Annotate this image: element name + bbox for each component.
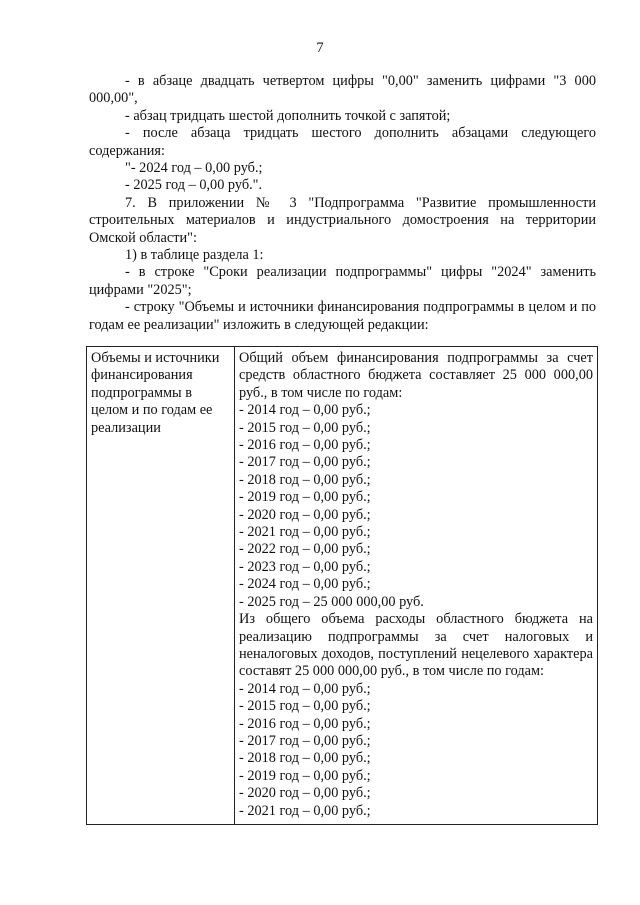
paragraph-5: - 2025 год – 0,00 руб.". bbox=[125, 177, 263, 194]
paragraph-1: - в абзаце двадцать четвертом цифры "0,00" заменить цифрами "3 000 000,00", bbox=[89, 73, 596, 107]
year-line: - 2015 год – 0,00 руб.; bbox=[239, 419, 371, 436]
paragraph-2: - абзац тридцать шестой дополнить точкой с запятой; bbox=[125, 107, 451, 124]
year-line: - 2022 год – 0,00 руб.; bbox=[239, 541, 371, 558]
paragraph-6: 7. В приложении № 3 "Подпрограмма "Развитие промышленности строительных материалов и индустриального домостроения на территории Омской области": bbox=[89, 194, 596, 246]
years-tax-list bbox=[239, 681, 593, 820]
year-line: - 2024 год – 0,00 руб.; bbox=[239, 576, 371, 593]
year-line: - 2020 год – 0,00 руб.; bbox=[239, 785, 371, 802]
body-text bbox=[89, 73, 596, 334]
table-row bbox=[87, 347, 598, 825]
year-line: - 2021 год – 0,00 руб.; bbox=[239, 802, 371, 819]
paragraph-9: - строку "Объемы и источники финансирования подпрограммы в целом и по годам ее реализации" изложить в следующей редакции: bbox=[89, 299, 596, 333]
paragraph-3: - после абзаца тридцать шестого дополнить абзацами следующего содержания: bbox=[89, 125, 596, 159]
year-line: - 2016 год – 0,00 руб.; bbox=[239, 715, 371, 732]
year-line: - 2015 год – 0,00 руб.; bbox=[239, 698, 371, 715]
year-line: - 2016 год – 0,00 руб.; bbox=[239, 437, 371, 454]
year-line: - 2018 год – 0,00 руб.; bbox=[239, 471, 371, 488]
financing-label-cell bbox=[87, 347, 235, 825]
year-line: - 2025 год – 25 000 000,00 руб. bbox=[239, 593, 424, 610]
year-line: - 2018 год – 0,00 руб.; bbox=[239, 750, 371, 767]
years-total-list bbox=[239, 402, 593, 611]
year-line: - 2014 год – 0,00 руб.; bbox=[239, 402, 371, 419]
total-intro: Общий объем финансирования подпрограммы за счет средств областного бюджета составляет 25 000 000,00 руб., в том числе по годам: bbox=[239, 350, 593, 401]
year-line: - 2017 год – 0,00 руб.; bbox=[239, 732, 371, 749]
year-line: - 2020 год – 0,00 руб.; bbox=[239, 506, 371, 523]
financing-table bbox=[86, 346, 598, 825]
paragraph-4: "- 2024 год – 0,00 руб.; bbox=[125, 160, 263, 177]
financing-label: Объемы и источники финансирования подпрограммы в целом и по годам ее реализации bbox=[91, 350, 220, 436]
year-line: - 2017 год – 0,00 руб.; bbox=[239, 454, 371, 471]
financing-value-cell bbox=[235, 347, 598, 825]
tax-intro: Из общего объема расходы областного бюджета на реализацию подпрограммы за счет налоговых и неналоговых доходов, поступлений нецелевого характера составят 25 000 000,00 руб., в том числе по годам: bbox=[239, 611, 593, 680]
paragraph-7: 1) в таблице раздела 1: bbox=[125, 247, 264, 264]
year-line: - 2014 год – 0,00 руб.; bbox=[239, 680, 371, 697]
year-line: - 2019 год – 0,00 руб.; bbox=[239, 767, 371, 784]
year-line: - 2021 год – 0,00 руб.; bbox=[239, 524, 371, 541]
year-line: - 2019 год – 0,00 руб.; bbox=[239, 489, 371, 506]
page-number: 7 bbox=[316, 40, 324, 56]
paragraph-8: - в строке "Сроки реализации подпрограммы" цифры "2024" заменить цифрами "2025"; bbox=[89, 264, 596, 298]
year-line: - 2023 год – 0,00 руб.; bbox=[239, 558, 371, 575]
